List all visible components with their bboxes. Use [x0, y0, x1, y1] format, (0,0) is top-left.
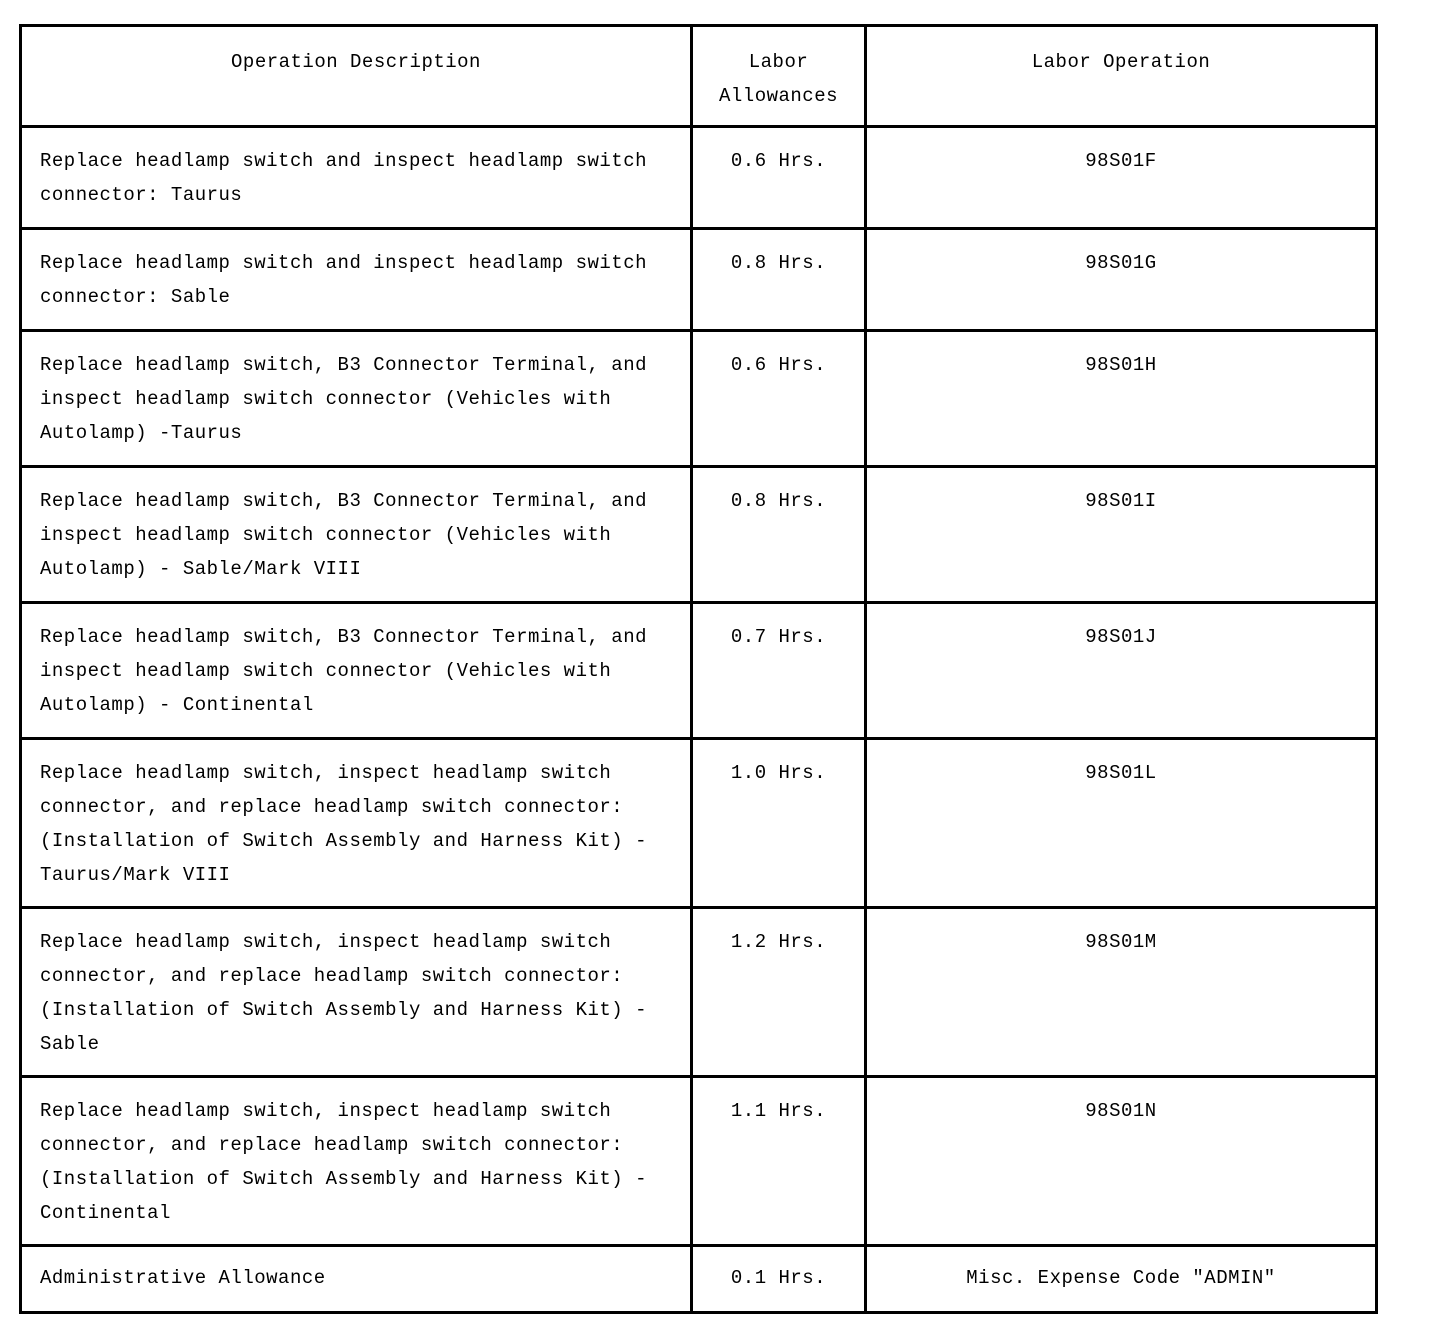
labor-allowance: 0.6 Hrs.	[692, 331, 866, 467]
labor-operations-table	[19, 24, 1378, 1314]
labor-operation-code: 98S01J	[866, 603, 1377, 739]
operation-description: Administrative Allowance	[21, 1246, 692, 1313]
operation-description: Replace headlamp switch, B3 Connector Terminal, and inspect headlamp switch connector (Vehicles with Autolamp) -Taurus	[21, 331, 692, 467]
labor-allowance: 0.1 Hrs.	[692, 1246, 866, 1313]
labor-operation-code: 98S01L	[866, 739, 1377, 908]
operation-description: Replace headlamp switch, B3 Connector Terminal, and inspect headlamp switch connector (Vehicles with Autolamp) - Sable/Mark VIII	[21, 467, 692, 603]
operation-description: Replace headlamp switch, inspect headlamp switch connector, and replace headlamp switch connector: (Installation of Switch Assembly and Harness Kit) - Sable	[21, 908, 692, 1077]
labor-allowance: 0.8 Hrs.	[692, 467, 866, 603]
labor-allowance: 1.2 Hrs.	[692, 908, 866, 1077]
labor-allowance: 1.1 Hrs.	[692, 1077, 866, 1246]
operation-description: Replace headlamp switch, inspect headlamp switch connector, and replace headlamp switch connector: (Installation of Switch Assembly and Harness Kit) - Continental	[21, 1077, 692, 1246]
table-row	[21, 908, 1377, 1077]
labor-allowance: 0.7 Hrs.	[692, 603, 866, 739]
labor-operation-code: Misc. Expense Code "ADMIN"	[866, 1246, 1377, 1313]
labor-operation-code: 98S01I	[866, 467, 1377, 603]
table-row	[21, 1246, 1377, 1313]
labor-allowance: 0.8 Hrs.	[692, 229, 866, 331]
labor-operation-code: 98S01N	[866, 1077, 1377, 1246]
labor-allowance: 1.0 Hrs.	[692, 739, 866, 908]
operation-description: Replace headlamp switch, B3 Connector Terminal, and inspect headlamp switch connector (Vehicles with Autolamp) - Continental	[21, 603, 692, 739]
table-row	[21, 229, 1377, 331]
table-row	[21, 603, 1377, 739]
header-labor-allowances	[692, 26, 866, 127]
labor-operation-code: 98S01H	[866, 331, 1377, 467]
table-row	[21, 739, 1377, 908]
header-labor-operation: Labor Operation	[866, 26, 1377, 127]
operation-description: Replace headlamp switch and inspect headlamp switch connector: Sable	[21, 229, 692, 331]
table-row	[21, 1077, 1377, 1246]
labor-operation-code: 98S01G	[866, 229, 1377, 331]
labor-operation-code: 98S01M	[866, 908, 1377, 1077]
labor-operation-code: 98S01F	[866, 127, 1377, 229]
operation-description: Replace headlamp switch and inspect headlamp switch connector: Taurus	[21, 127, 692, 229]
header-labor-allowances-line1: Labor	[748, 51, 809, 73]
labor-allowance: 0.6 Hrs.	[692, 127, 866, 229]
table-row	[21, 331, 1377, 467]
table-row	[21, 467, 1377, 603]
header-labor-allowances-line2: Allowances	[718, 85, 839, 107]
operation-description: Replace headlamp switch, inspect headlamp switch connector, and replace headlamp switch connector: (Installation of Switch Assembly and Harness Kit) - Taurus/Mark VIII	[21, 739, 692, 908]
table-row	[21, 127, 1377, 229]
table-header-row	[21, 26, 1377, 127]
header-operation-description: Operation Description	[21, 26, 692, 127]
